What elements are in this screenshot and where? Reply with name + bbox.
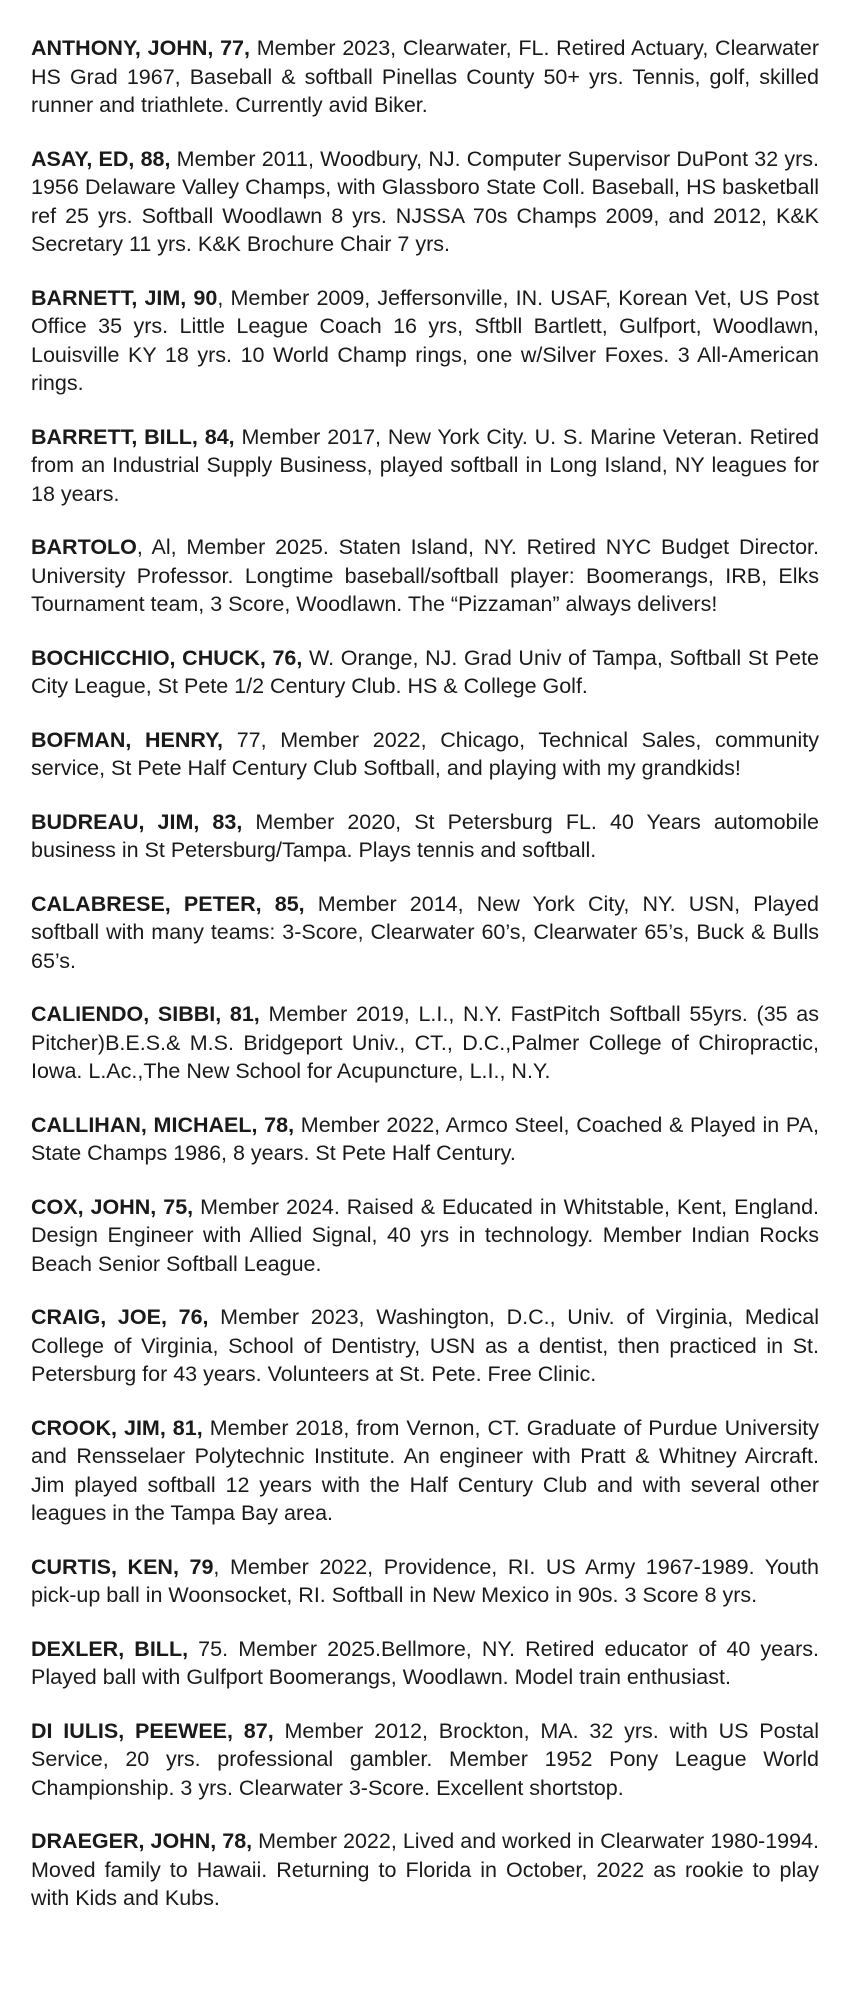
- member-entry: [31, 808, 819, 865]
- member-bio: , Al, Member 2025. Staten Island, NY. Retired NYC Budget Director. University Professor. Longtime baseball/softball player: Boomerangs, IRB, Elks Tournament team, 3 Score, Woodlawn. The “Pizzaman” always delivers!: [31, 535, 819, 616]
- member-name: CALIENDO, SIBBI, 81,: [31, 1002, 260, 1026]
- member-bio: , Member 2022, Providence, RI. US Army 1967-1989. Youth pick-up ball in Woonsocket, RI. Softball in New Mexico in 90s. 3 Score 8 yrs.: [31, 1554, 819, 1607]
- member-bio: Member 2018, from Vernon, CT. Graduate of Purdue University and Rensselaer Polytechnic Institute. An engineer with Pratt & Whitney Aircraft. Jim played softball 12 years with the Half Century Club and with several other leagues in the Tampa Bay area.: [31, 1415, 819, 1525]
- member-bio: 77, Member 2022, Chicago, Technical Sales, community service, St Pete Half Century Club Softball, and playing with my grandkids!: [31, 727, 819, 780]
- member-bio: Member 2019, L.I., N.Y. FastPitch Softball 55yrs. (35 as Pitcher)B.E.S.& M.S. Bridgeport Univ., CT., D.C.,Palmer College of Chiropractic, Iowa. L.Ac.,The New School for Acupuncture, L.I., N.Y.: [31, 1002, 819, 1083]
- member-name: ASAY, ED, 88,: [31, 146, 171, 171]
- member-entry: [31, 1111, 819, 1168]
- member-name: ANTHONY, JOHN, 77,: [31, 36, 250, 60]
- member-name: COX, JOHN, 75,: [31, 1194, 194, 1219]
- member-name: BARTOLO: [31, 535, 137, 559]
- member-bio: Member 2024. Raised & Educated in Whitstable, Kent, England. Design Engineer with Allied Signal, 40 yrs in technology. Member Indian Rocks Beach Senior Softball League.: [31, 1194, 820, 1276]
- member-name: BOCHICCHIO, CHUCK, 76,: [31, 645, 303, 670]
- member-bio: Member 2014, New York City, NY. USN, Played softball with many teams: 3-Score, Clearwater 60’s, Clearwater 65’s, Buck & Bulls 65’s.: [31, 891, 819, 973]
- member-name: CURTIS, KEN, 79: [31, 1554, 214, 1579]
- member-name: DI IULIS, PEEWEE, 87,: [31, 1718, 274, 1743]
- member-name: DEXLER, BILL,: [31, 1636, 189, 1661]
- member-name: CROOK, JIM, 81,: [31, 1415, 203, 1440]
- member-entry: [31, 533, 819, 619]
- member-bio: Member 2022, Armco Steel, Coached & Played in PA, State Champs 1986, 8 years. St Pete Half Century.: [31, 1112, 819, 1165]
- member-entry: [31, 644, 819, 701]
- member-entry: [31, 423, 819, 509]
- member-bio: Member 2012, Brockton, MA. 32 yrs. with US Postal Service, 20 yrs. professional gambler. Member 1952 Pony League World Championship. 3 yrs. Clearwater 3-Score. Excellent shortstop.: [31, 1718, 819, 1800]
- member-entry: [31, 1193, 819, 1279]
- member-entry: [31, 284, 819, 398]
- member-name: BARRETT, BILL, 84,: [31, 424, 235, 449]
- member-bio: W. Orange, NJ. Grad Univ of Tampa, Softball St Pete City League, St Pete 1/2 Century Club. HS & College Golf.: [31, 645, 820, 698]
- member-name: CALLIHAN, MICHAEL, 78,: [31, 1112, 295, 1137]
- member-entry: [31, 1000, 819, 1086]
- member-entry: [31, 1553, 819, 1610]
- member-name: BUDREAU, JIM, 83,: [31, 809, 243, 834]
- member-entry: [31, 726, 819, 783]
- member-name: BARNETT, JIM, 90: [31, 285, 218, 310]
- member-entry: [31, 1414, 819, 1528]
- member-bio: Member 2022, Lived and worked in Clearwater 1980-1994. Moved family to Hawaii. Returning to Florida in October, 2022 as rookie to play with Kids and Kubs.: [31, 1829, 819, 1910]
- member-bio: , Member 2009, Jeffersonville, IN. USAF, Korean Vet, US Post Office 35 yrs. Little League Coach 16 yrs, Sftbll Bartlett, Gulfport, Woodlawn, Louisville KY 18 yrs. 10 World Champ rings, one w/Silver Foxes. 3 All-American rings.: [31, 285, 819, 395]
- member-bio: Member 2023, Clearwater, FL. Retired Actuary, Clearwater HS Grad 1967, Baseball & softball Pinellas County 50+ yrs. Tennis, golf, skilled runner and triathlete. Currently avid Biker.: [31, 36, 820, 117]
- member-bio: Member 2017, New York City. U. S. Marine Veteran. Retired from an Industrial Supply Business, played softball in Long Island, NY leagues for 18 years.: [31, 424, 819, 506]
- member-entry: [31, 1827, 819, 1913]
- member-entry: [31, 1717, 819, 1803]
- member-entry: [31, 890, 819, 976]
- member-entry: [31, 1635, 819, 1692]
- member-entry: [31, 1303, 819, 1389]
- member-bio: Member 2020, St Petersburg FL. 40 Years automobile business in St Petersburg/Tampa. Plays tennis and softball.: [31, 809, 819, 862]
- member-entry: [31, 34, 819, 120]
- member-bio: 75. Member 2025.Bellmore, NY. Retired educator of 40 years. Played ball with Gulfport Boomerangs, Woodlawn. Model train enthusiast.: [31, 1636, 819, 1689]
- member-name: CRAIG, JOE, 76,: [31, 1305, 209, 1329]
- member-name: BOFMAN, HENRY,: [31, 727, 224, 752]
- member-entry: [31, 145, 819, 259]
- member-name: DRAEGER, JOHN, 78,: [31, 1829, 253, 1853]
- member-name: CALABRESE, PETER, 85,: [31, 891, 305, 916]
- member-bio: Member 2011, Woodbury, NJ. Computer Supervisor DuPont 32 yrs. 1956 Delaware Valley Champs, with Glassboro State Coll. Baseball, HS basketball ref 25 yrs. Softball Woodlawn 8 yrs. NJSSA 70s Champs 2009, and 2012, K&K Secretary 11 yrs. K&K Brochure Chair 7 yrs.: [31, 146, 819, 256]
- member-bio: Member 2023, Washington, D.C., Univ. of Virginia, Medical College of Virginia, School of Dentistry, USN as a dentist, then practiced in St. Petersburg for 43 years. Volunteers at St. Pete. Free Clinic.: [31, 1305, 819, 1386]
